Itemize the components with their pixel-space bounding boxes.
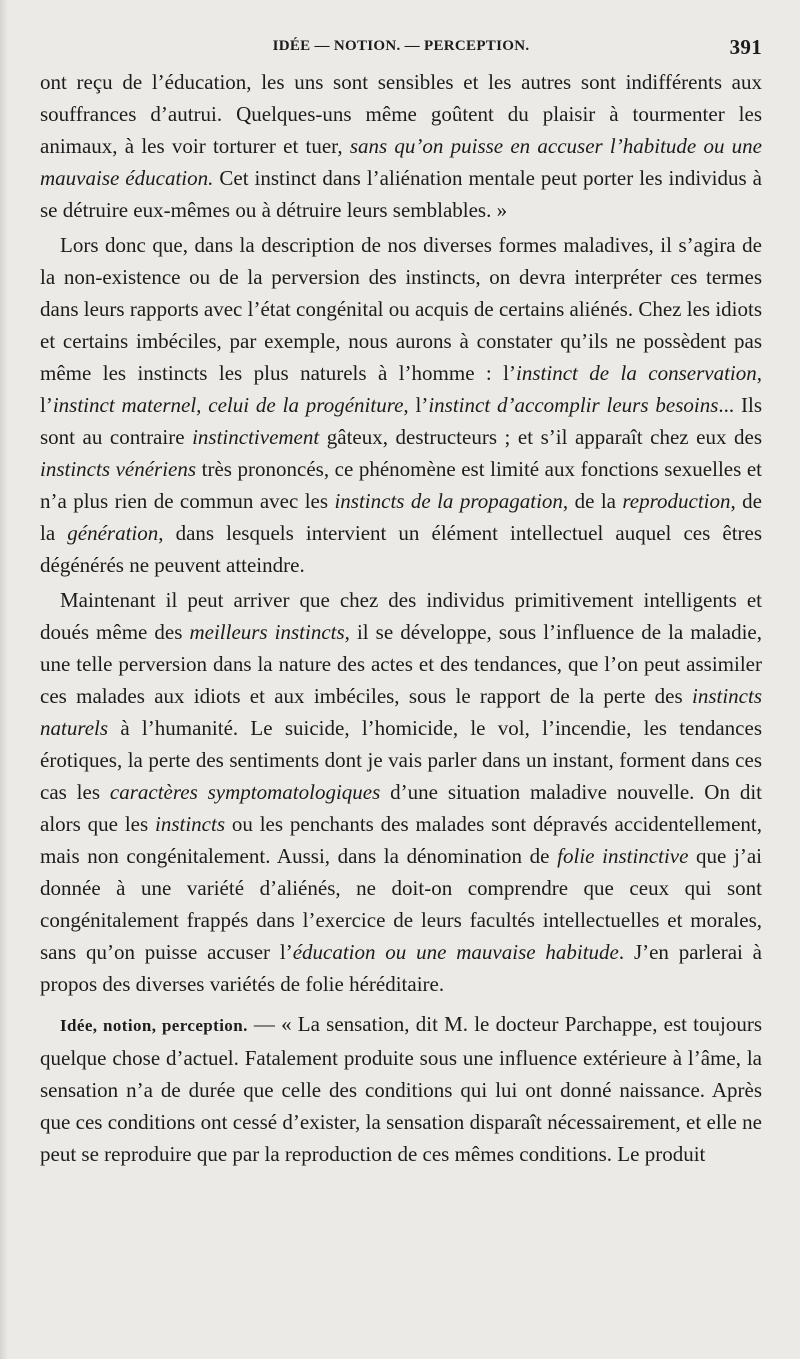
text-run: à l’humanité. Le suicide, l’homicide, le vol, l’incendie, les tendances érotiques, la perte des sentiments dont je vais parler dans un instant, forment dans ces cas les	[40, 716, 762, 804]
italic-text: instinct d’accomplir leurs besoins	[428, 393, 719, 417]
text-run: Lors donc que, dans la description de nos diverses formes maladives, il s’agira de la non-existence ou de la perversion des instincts, on devra interpréter ces termes dans leurs rapports avec l’état congénital ou acquis de certains aliénés. Chez les idiots et certains imbéciles, par exemple, nous aurons à constater qu’ils ne possèdent pas même les instincts les plus naturels à l’homme : l’	[40, 233, 762, 385]
italic-text: éducation ou une mauvaise habitude	[292, 940, 619, 964]
text-run: ... Ils sont au contraire	[40, 393, 762, 449]
text-run: Cet instinct dans l’aliénation mentale peut porter les individus à se détruire eux-mêmes ou à détruire leurs semblables. »	[40, 166, 763, 222]
text-run: gâteux, destructeurs ; et s’il apparaît chez eux des	[319, 425, 762, 449]
page-body	[40, 66, 762, 1170]
text-run: , de la	[562, 489, 623, 513]
italic-text: folie instinctive	[557, 844, 689, 868]
text-run: que j’ai donnée à une variété d’aliénés, ne doit-on comprendre que ceux qui sont congénitalement frappés dans l’exercice de leurs facultés intellectuelles et morales, sans qu’on puisse accuser l’	[40, 844, 762, 964]
italic-text: instinct de la conservation	[516, 361, 757, 385]
italic-text: instincts naturels	[40, 684, 762, 740]
text-run: ou les penchants des malades sont dépravés accidentellement, mais non congénitalement. Aussi, dans la dénomination de	[40, 812, 762, 868]
text-run: Maintenant il peut arriver que chez des individus primitivement intelligents et doués même des	[40, 588, 762, 644]
text-run: . J’en parlerai à propos des diverses variétés de folie héréditaire.	[40, 940, 762, 996]
text-run: , dans lesquels intervient un élément intellectuel auquel ces êtres dégénérés ne peuvent atteindre.	[40, 521, 763, 577]
text-run: , l’	[403, 393, 429, 417]
italic-text: caractères symptomatologiques	[109, 780, 381, 804]
text-run: ont reçu de l’éducation, les uns sont sensibles et les autres sont indifférents aux souffrances d’autrui. Quelques-uns même goûtent du plaisir à tourmenter les animaux, à les voir torturer et tuer,	[40, 70, 762, 158]
italic-text: instincts vénériens	[40, 457, 197, 481]
italic-text: instinctivement	[192, 425, 320, 449]
text-run: , de la	[40, 489, 762, 545]
text-run: très prononcés, ce phénomène est limité aux fonctions sexuelles et n’a plus rien de commun avec les	[40, 457, 763, 513]
paragraph	[40, 229, 762, 581]
running-title: IDÉE — NOTION. — PERCEPTION.	[272, 38, 530, 54]
italic-text: instincts	[155, 812, 226, 836]
section-paragraph	[40, 1008, 762, 1170]
italic-text: meilleurs instincts	[189, 620, 345, 644]
italic-text: instinct maternel, celui de la progéniture	[52, 393, 404, 417]
text-run: , il se développe, sous l’influence de la maladie, une telle perversion dans la nature des actes et des tendances, que l’on peut assimiler ces malades aux idiots et aux imbéciles, sous le rapport de la perte des	[40, 620, 763, 708]
italic-text: instincts de la propagation	[334, 489, 563, 513]
text-run: d’une situation maladive nouvelle. On dit alors que les	[40, 780, 762, 836]
italic-text: génération	[67, 521, 159, 545]
section-spacer	[40, 1000, 762, 1008]
page-gutter-shadow	[0, 0, 8, 1359]
italic-text: reproduction	[622, 489, 731, 513]
page-header	[40, 30, 762, 66]
italic-text: sans qu’on puisse en accuser l’habitude ou une mauvaise éducation.	[40, 134, 763, 190]
text-run: — « La sensation, dit M. le docteur Parchappe, est toujours quelque chose d’actuel. Fatalement produite sous une influence extérieure à l’âme, la sensation n’a de durée que celle des conditions qui lui ont donné naissance. Après que ces conditions ont cessé d’exister, la sensation disparaît nécessairement, et elle ne peut se reproduire que par la reproduction de ces mêmes conditions. Le produit	[40, 1012, 762, 1166]
paragraph	[40, 584, 762, 1000]
text-run: , l’	[40, 361, 762, 417]
section-heading: Idée, notion, perception.	[60, 1016, 248, 1035]
paragraph-continuation	[40, 66, 762, 226]
page-number: 391	[729, 35, 762, 59]
